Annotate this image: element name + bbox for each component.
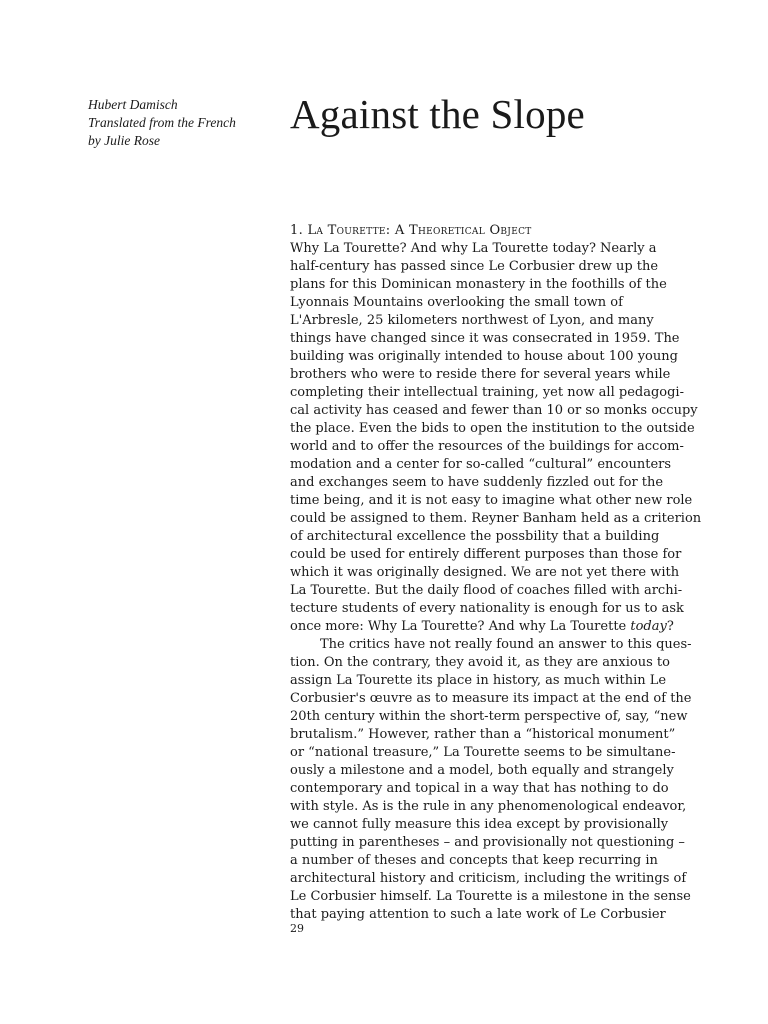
text-line: time being, and it is not easy to imagine what other new role	[290, 493, 693, 508]
text-line: or “national treasure,” La Tourette seems to be simultane-	[290, 745, 676, 760]
text-line: contemporary and topical in a way that has nothing to do	[290, 781, 669, 796]
text-line: we cannot fully measure this idea except by provisionally	[290, 817, 669, 832]
text-line: things have changed since it was consecrated in 1959. The	[290, 331, 680, 346]
text-line: tion. On the contrary, they avoid it, as they are anxious to	[290, 655, 670, 670]
author-name: Hubert Damisch	[88, 97, 178, 112]
text-line: La Tourette. But the daily flood of coaches filled with archi-	[290, 583, 683, 598]
text-line: half-century has passed since Le Corbusier drew up the	[290, 259, 659, 274]
text-line: plans for this Dominican monastery in the foothills of the	[290, 277, 667, 292]
text-line: which it was originally designed. We are not yet there with	[290, 565, 680, 580]
byline	[88, 96, 288, 150]
text-line: building was originally intended to house about 100 young	[290, 349, 678, 364]
text-line: The critics have not really found an answer to this ques-	[320, 637, 692, 652]
section-number: 1.	[290, 223, 304, 238]
text-line: could be assigned to them. Reyner Banham held as a criterion	[290, 511, 702, 526]
text-line: Lyonnais Mountains overlooking the small town of	[290, 295, 623, 310]
text-line: 20th century within the short-term perspective of, say, “new	[290, 709, 688, 724]
text-line: brutalism.” However, rather than a “historical monument”	[290, 727, 676, 742]
translation-note: Translated from the French	[88, 115, 236, 130]
page-number: 29	[290, 922, 304, 935]
text-line: that paying attention to such a late work of Le Corbusier	[290, 907, 666, 922]
text-line: brothers who were to reside there for several years while	[290, 367, 671, 382]
text-line	[290, 618, 690, 636]
text-line: and exchanges seem to have suddenly fizzled out for the	[290, 475, 664, 490]
translator-name: by Julie Rose	[88, 133, 160, 148]
text-line: with style. As is the rule in any phenomenological endeavor,	[290, 799, 687, 814]
text-line: cal activity has ceased and fewer than 10 or so monks occupy	[290, 403, 698, 418]
text-line: could be used for entirely different purposes than those for	[290, 547, 682, 562]
text-line: Le Corbusier himself. La Tourette is a milestone in the sense	[290, 889, 691, 904]
article-title: Against the Slope	[290, 91, 585, 137]
text-line: ously a milestone and a model, both equally and strangely	[290, 763, 674, 778]
article-body	[290, 222, 702, 924]
text-line: world and to offer the resources of the buildings for accom-	[290, 439, 684, 454]
text-line: a number of theses and concepts that keep recurring in	[290, 853, 658, 868]
text-line: assign La Tourette its place in history, as much within Le	[290, 673, 667, 688]
section-heading-text: La Tourette: A Theoretical Object	[307, 223, 532, 238]
text-line: Corbusier's œuvre as to measure its impact at the end of the	[290, 691, 692, 706]
text-run: once more: Why La Tourette? And why La Tourette	[290, 619, 631, 634]
text-line: Why La Tourette? And why La Tourette today? Nearly a	[290, 241, 657, 256]
text-line: the place. Even the bids to open the institution to the outside	[290, 421, 695, 436]
text-line: architectural history and criticism, including the writings of	[290, 871, 687, 886]
text-line: putting in parentheses – and provisionally not questioning –	[290, 835, 685, 850]
text-line: completing their intellectual training, yet now all pedagogi-	[290, 385, 684, 400]
text-line: of architectural excellence the possbility that a building	[290, 529, 660, 544]
text-line: modation and a center for so-called “cultural” encounters	[290, 457, 672, 472]
text-line: tecture students of every nationality is enough for us to ask	[290, 601, 684, 616]
text-run: ?	[666, 619, 674, 634]
paragraph-2	[290, 636, 690, 924]
text-line: L'Arbresle, 25 kilometers northwest of Lyon, and many	[290, 313, 654, 328]
paragraph-1	[290, 240, 702, 636]
section-heading	[290, 222, 690, 240]
emphasis-today: today	[630, 619, 667, 634]
